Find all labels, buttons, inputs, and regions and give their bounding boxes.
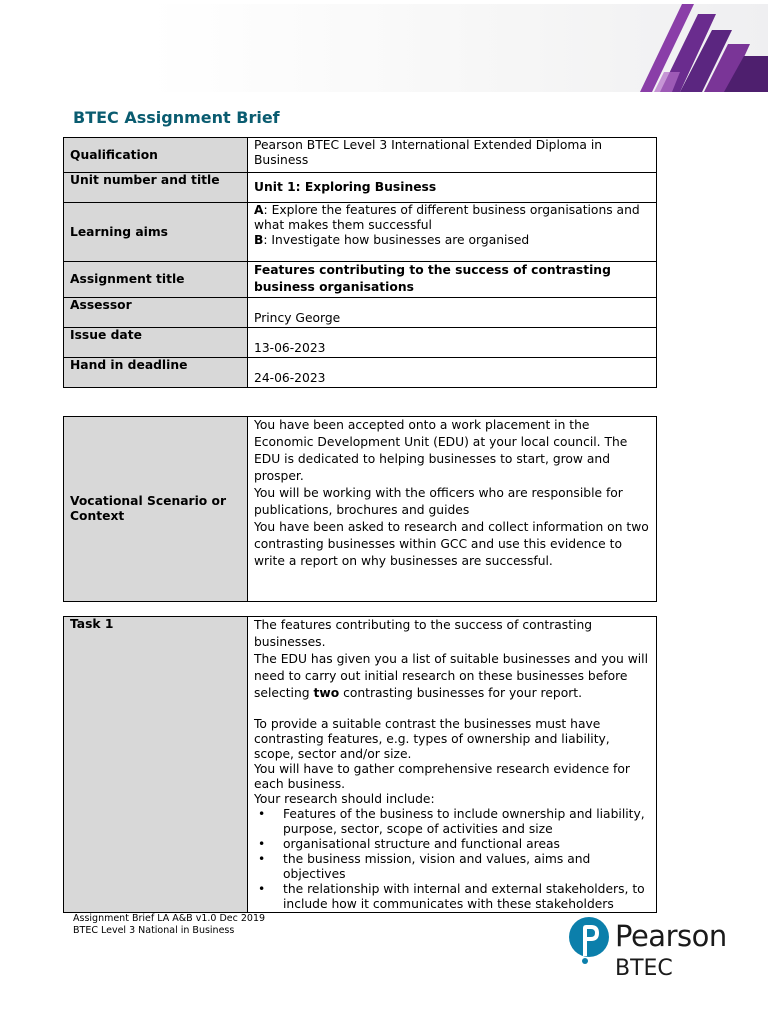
header-graphic xyxy=(620,0,768,96)
pearson-logo xyxy=(568,916,727,986)
assessor-row xyxy=(64,298,657,328)
pearson-p-icon xyxy=(568,916,610,964)
task-paragraph: To provide a suitable contrast the businesses must have contrasting features, e.g. types of ownership and liability, scope, sector and/or size. xyxy=(254,717,610,761)
task-text: The EDU has given you a list of suitable businesses and you will need to carry out initial research on these businesses before selecting xyxy=(254,652,649,700)
assignment-title-label: Assignment title xyxy=(64,262,248,298)
scenario-paragraph: You have been asked to research and collect information on two contrasting businesses within GCC and use this evidence to write a report on why businesses are successful. xyxy=(254,520,649,568)
qualification-value: Pearson BTEC Level 3 International Extended Diploma in Business xyxy=(248,138,657,173)
unit-row xyxy=(64,173,657,203)
task-paragraph xyxy=(254,651,650,702)
task-row xyxy=(64,617,657,913)
aim-b-text: : Investigate how businesses are organised xyxy=(263,233,530,247)
scenario-label: Vocational Scenario or Context xyxy=(64,417,248,602)
issue-date-value: 13-06-2023 xyxy=(248,328,657,358)
learning-aims-label: Learning aims xyxy=(64,203,248,262)
unit-label: Unit number and title xyxy=(64,173,248,203)
assessor-label: Assessor xyxy=(64,298,248,328)
bullet-icon: • xyxy=(258,852,266,866)
bullet-icon: • xyxy=(258,807,266,821)
task-paragraph: You will have to gather comprehensive research evidence for each business. xyxy=(254,762,630,791)
btec-wordmark: BTEC xyxy=(615,956,673,981)
task-description xyxy=(248,617,657,913)
scenario-paragraph: You will be working with the officers who are responsible for publications, brochures and guides xyxy=(254,486,623,517)
task-text: contrasting businesses for your report. xyxy=(339,686,583,700)
aim-b-key: B xyxy=(254,233,264,247)
footer-line: BTEC Level 3 National in Business xyxy=(73,925,235,936)
aim-b xyxy=(254,233,650,248)
learning-aims-row xyxy=(64,203,657,262)
bullet-icon: • xyxy=(258,837,266,851)
list-item: • the relationship with internal and external stakeholders, to include how it communicates with these stakeholders xyxy=(258,882,645,911)
footer-line: Assignment Brief LA A&B v1.0 Dec 2019 xyxy=(73,913,266,924)
pearson-wordmark: Pearson xyxy=(615,919,727,953)
list-item: • the business mission, vision and values, aims and objectives xyxy=(258,852,591,881)
aim-a-key: A xyxy=(254,203,264,217)
aim-a-text: : Explore the features of different business organisations and what makes them successful xyxy=(254,203,640,232)
task-table xyxy=(63,616,657,913)
aim-a xyxy=(254,203,650,233)
deadline-label: Hand in deadline xyxy=(64,358,248,388)
footer xyxy=(73,913,265,937)
list-item: • Features of the business to include ownership and liability, purpose, sector, scope of activities and size xyxy=(258,807,645,836)
issue-date-label: Issue date xyxy=(64,328,248,358)
learning-aims-value xyxy=(248,203,657,262)
scenario-table xyxy=(63,416,657,602)
task-paragraph: Your research should include: xyxy=(254,792,435,806)
task-emphasis: two xyxy=(313,686,340,700)
issue-date-row xyxy=(64,328,657,358)
assignment-title-value: Features contributing to the success of contrasting business organisations xyxy=(248,262,657,298)
unit-value: Unit 1: Exploring Business xyxy=(248,173,657,203)
assignment-info-table xyxy=(63,137,657,388)
research-list xyxy=(254,807,650,912)
scenario-text xyxy=(248,417,657,602)
scenario-row xyxy=(64,417,657,602)
qualification-label: Qualification xyxy=(64,138,248,173)
qualification-row xyxy=(64,138,657,173)
document-title: BTEC Assignment Brief xyxy=(73,108,280,127)
assignment-title-row xyxy=(64,262,657,298)
task-paragraph: The features contributing to the success of contrasting businesses. xyxy=(254,618,593,649)
task-label: Task 1 xyxy=(64,617,248,913)
assessor-value: Princy George xyxy=(248,298,657,328)
deadline-row xyxy=(64,358,657,388)
bullet-icon: • xyxy=(258,882,266,896)
deadline-value: 24-06-2023 xyxy=(248,358,657,388)
list-item: • organisational structure and functional areas xyxy=(258,837,560,851)
scenario-paragraph: You have been accepted onto a work placement in the Economic Development Unit (EDU) at your local council. The EDU is dedicated to helping businesses to start, grow and prosper. xyxy=(254,418,628,483)
